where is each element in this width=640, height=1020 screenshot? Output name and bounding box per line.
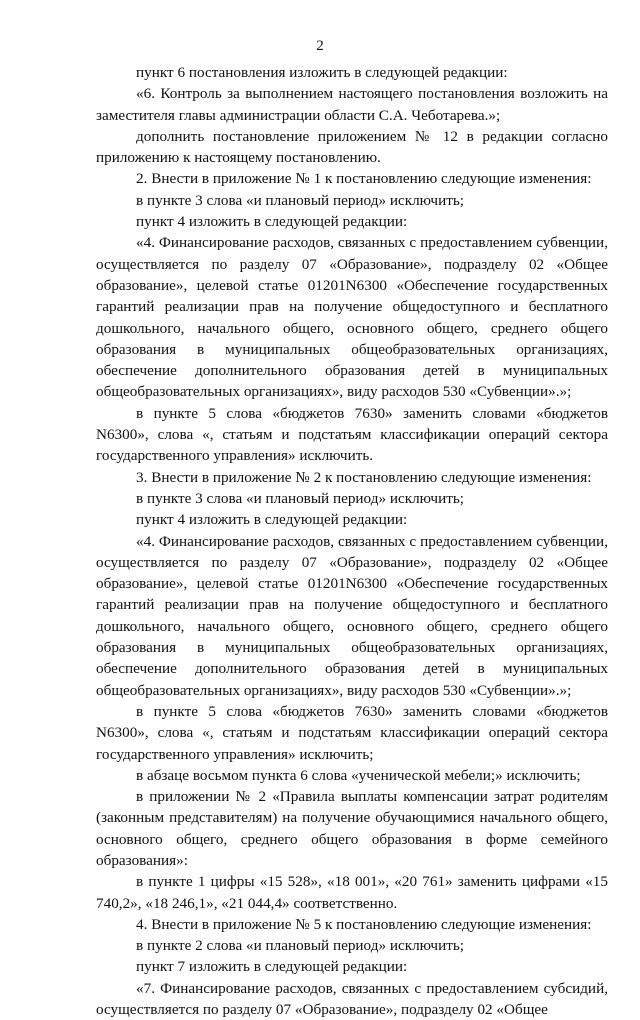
paragraph: в абзаце восьмом пункта 6 слова «ученической мебели;» исключить; [136, 766, 581, 784]
paragraph: «4. Финансирование расходов, связанных с предоставлением субвенции, осуществляется по разделу 07 «Образование», подразделу 02 «Общее образование», целевой статье 01201N6300 «Обеспечение государственных гарантий реализации прав на получение общедоступного и бесплатного дошкольного, начального общего, основного общего, среднего общего образования в муниципальных общеобразовательных организациях, обеспечение дополнительного образования детей в муниципальных общеобразовательных организациях», виду расходов 530 «Субвенции».»; [96, 532, 608, 699]
page-number: 2 [316, 38, 324, 54]
paragraph: в приложении № 2 «Правила выплаты компенсации затрат родителям (законным представителям) на получение обучающимися начального общего, основного общего, среднего общего образования в форме семейного образования»: [96, 788, 608, 869]
paragraph: в пункте 5 слова «бюджетов 7630» заменить словами «бюджетов N6300», слова «, статьям и подстатьям классификации операций сектора государственного управления» исключить. [96, 404, 608, 465]
paragraph: «4. Финансирование расходов, связанных с предоставлением субвенции, осуществляется по разделу 07 «Образование», подразделу 02 «Общее образование», целевой статье 01201N6300 «Обеспечение государственных гарантий реализации прав на получение общедоступного и бесплатного дошкольного, начального общего, основного общего, среднего общего образования в муниципальных общеобразовательных организациях, обеспечение дополнительного образования детей в муниципальных общеобразовательных организациях», виду расходов 530 «Субвенции».»; [96, 234, 608, 401]
paragraph: 3. Внести в приложение № 2 к постановлению следующие изменения: [136, 468, 592, 486]
paragraph: в пункте 3 слова «и плановый период» исключить; [136, 489, 464, 507]
paragraph: пункт 4 изложить в следующей редакции: [136, 213, 408, 231]
paragraph: «7. Финансирование расходов, связанных с предоставлением субсидий, осуществляется по разделу 07 «Образование», подразделу 02 «Общее [96, 979, 608, 1019]
paragraph: пункт 7 изложить в следующей редакции: [136, 958, 408, 976]
paragraph: пункт 6 постановления изложить в следующей редакции: [136, 64, 508, 81]
paragraph: «6. Контроль за выполнением настоящего постановления возложить на заместителя главы администрации области С.А. Чеботарева.»; [96, 85, 608, 124]
paragraph: дополнить постановление приложением № 12 в редакции согласно приложению к настоящему постановлению. [96, 127, 608, 167]
paragraph: в пункте 1 цифры «15 528», «18 001», «20 761» заменить цифрами «15 740,2», «18 246,1», «21 044,4» соответственно. [96, 873, 608, 912]
paragraph: 4. Внести в приложение № 5 к постановлению следующие изменения: [136, 915, 592, 933]
paragraph: в пункте 2 слова «и плановый период» исключить; [136, 937, 464, 955]
paragraph: в пункте 3 слова «и плановый период» исключить; [136, 191, 464, 209]
paragraph: в пункте 5 слова «бюджетов 7630» заменить словами «бюджетов N6300», слова «, статьям и подстатьям классификации операций сектора государственного управления» исключить; [96, 702, 608, 763]
paragraph: 2. Внести в приложение № 1 к постановлению следующие изменения: [136, 170, 592, 188]
document-body [96, 62, 608, 1020]
paragraph: пункт 4 изложить в следующей редакции: [136, 511, 408, 529]
